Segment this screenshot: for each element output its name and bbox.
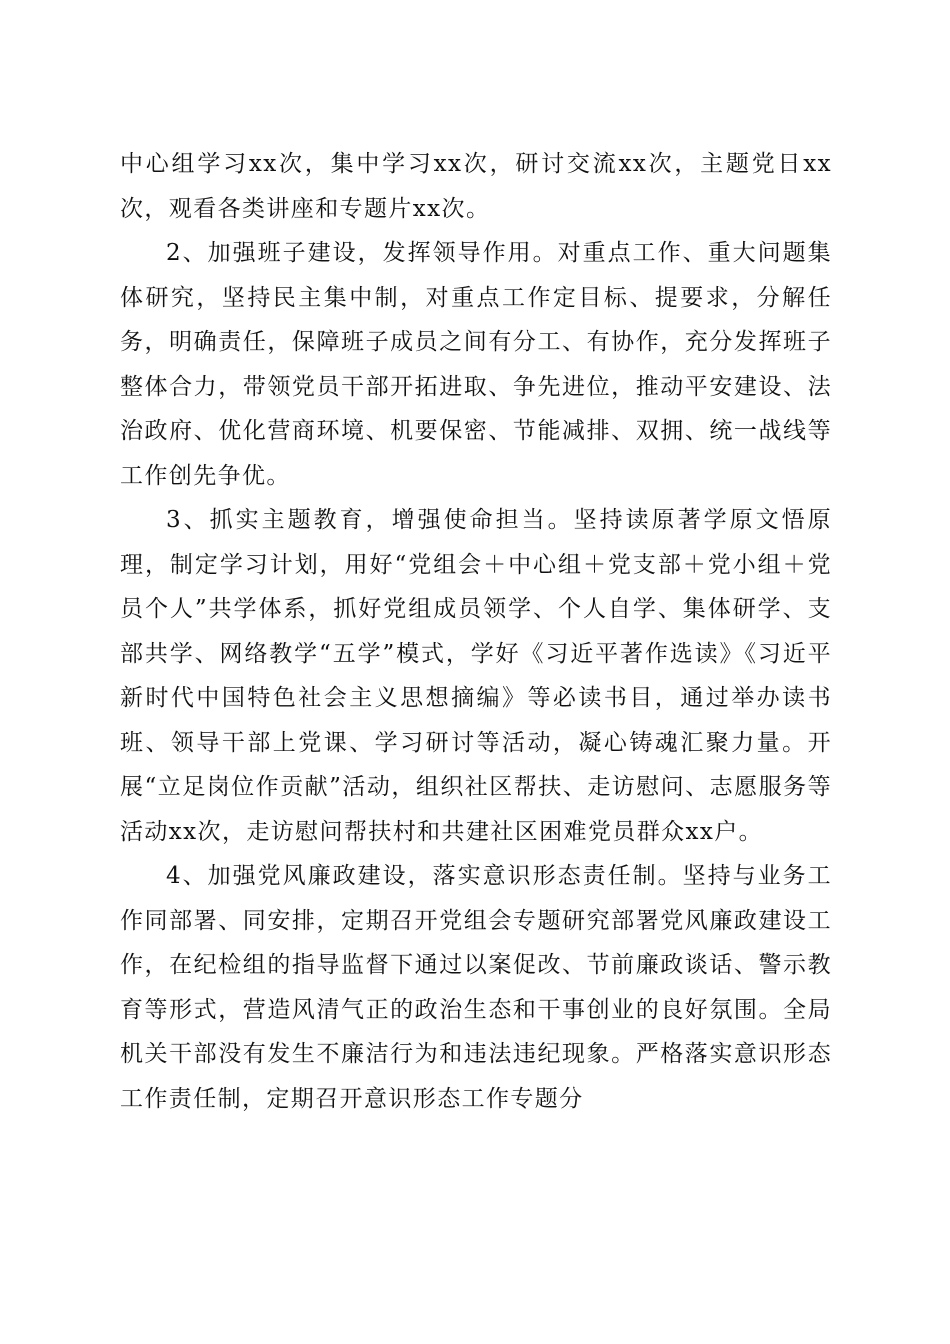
paragraph-item-3: 3、抓实主题教育，增强使命担当。坚持读原著学原文悟原理，制定学习计划，用好“党组会＋中心组＋党支部＋党小组＋党员个人”共学体系，抓好党组成员领学、个人自学、集体研学、支部共学、网络教学“五学”模式，学好《习近平著作选读》《习近平新时代中国特色社会主义思想摘编》等必读书目，通过举办读书班、领导干部上党课、学习研讨等活动，凝心铸魂汇聚力量。开展“立足岗位作贡献”活动，组织社区帮扶、走访慰问、志愿服务等活动xx次，走访慰问帮扶村和共建社区困难党员群众xx户。: [120, 507, 832, 845]
paragraph-continuation: 中心组学习xx次，集中学习xx次，研讨交流xx次，主题党日xx次，观看各类讲座和专题片xx次。: [120, 151, 832, 222]
document-body: [120, 142, 832, 1121]
paragraph-item-2: 2、加强班子建设，发挥领导作用。对重点工作、重大问题集体研究，坚持民主集中制，对重点工作定目标、提要求，分解任务，明确责任，保障班子成员之间有分工、有协作，充分发挥班子整体合力，带领党员干部开拓进取、争先进位，推动平安建设、法治政府、优化营商环境、机要保密、节能减排、双拥、统一战线等工作创先争优。: [120, 240, 832, 489]
paragraph-item-4: 4、加强党风廉政建设，落实意识形态责任制。坚持与业务工作同部署、同安排，定期召开党组会专题研究部署党风廉政建设工作，在纪检组的指导监督下通过以案促改、节前廉政谈话、警示教育等形式，营造风清气正的政治生态和干事创业的良好氛围。全局机关干部没有发生不廉洁行为和违法违纪现象。严格落实意识形态工作责任制，定期召开意识形态工作专题分: [120, 863, 832, 1112]
